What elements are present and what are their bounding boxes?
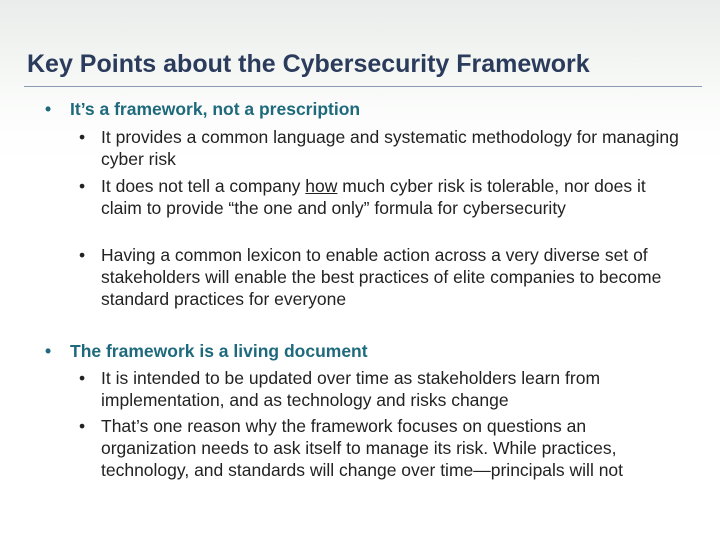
section-heading-text: The framework is a living document	[70, 341, 368, 361]
bullet-text-before: It does not tell a company	[101, 176, 306, 196]
bullet-text: It is intended to be updated over time as stakeholders learn from implementation, and as technology and risks change	[101, 368, 601, 410]
slide-title: Key Points about the Cybersecurity Framework	[27, 50, 590, 78]
bullet-icon: •	[45, 341, 52, 361]
bullet-text: Having a common lexicon to enable action across a very diverse set of stakeholders will enable the best practices of elite companies to become standard practices for everyone	[101, 245, 662, 309]
bullet-icon: •	[79, 127, 86, 147]
section-heading-text: It’s a framework, not a prescription	[70, 99, 361, 119]
bullet-icon: •	[79, 245, 86, 265]
bullet-text: It provides a common language and systematic methodology for managing cyber risk	[101, 127, 679, 169]
bullet-icon: •	[79, 368, 86, 388]
bullet-icon: •	[79, 416, 86, 436]
bullet-icon: •	[45, 99, 52, 119]
bullet-text	[101, 175, 681, 219]
bullet-text-emphasis: how	[305, 176, 338, 196]
bullet-text: That’s one reason why the framework focuses on questions an organization needs to ask itself to manage its risk. While practices, technology, and standards will change over time—principals will not	[101, 416, 624, 480]
bullet-text-after: much cyber risk is tolerable, nor does it claim to provide “the one and only” formula for cybersecurity	[101, 176, 646, 218]
bullet-icon: •	[79, 176, 86, 196]
